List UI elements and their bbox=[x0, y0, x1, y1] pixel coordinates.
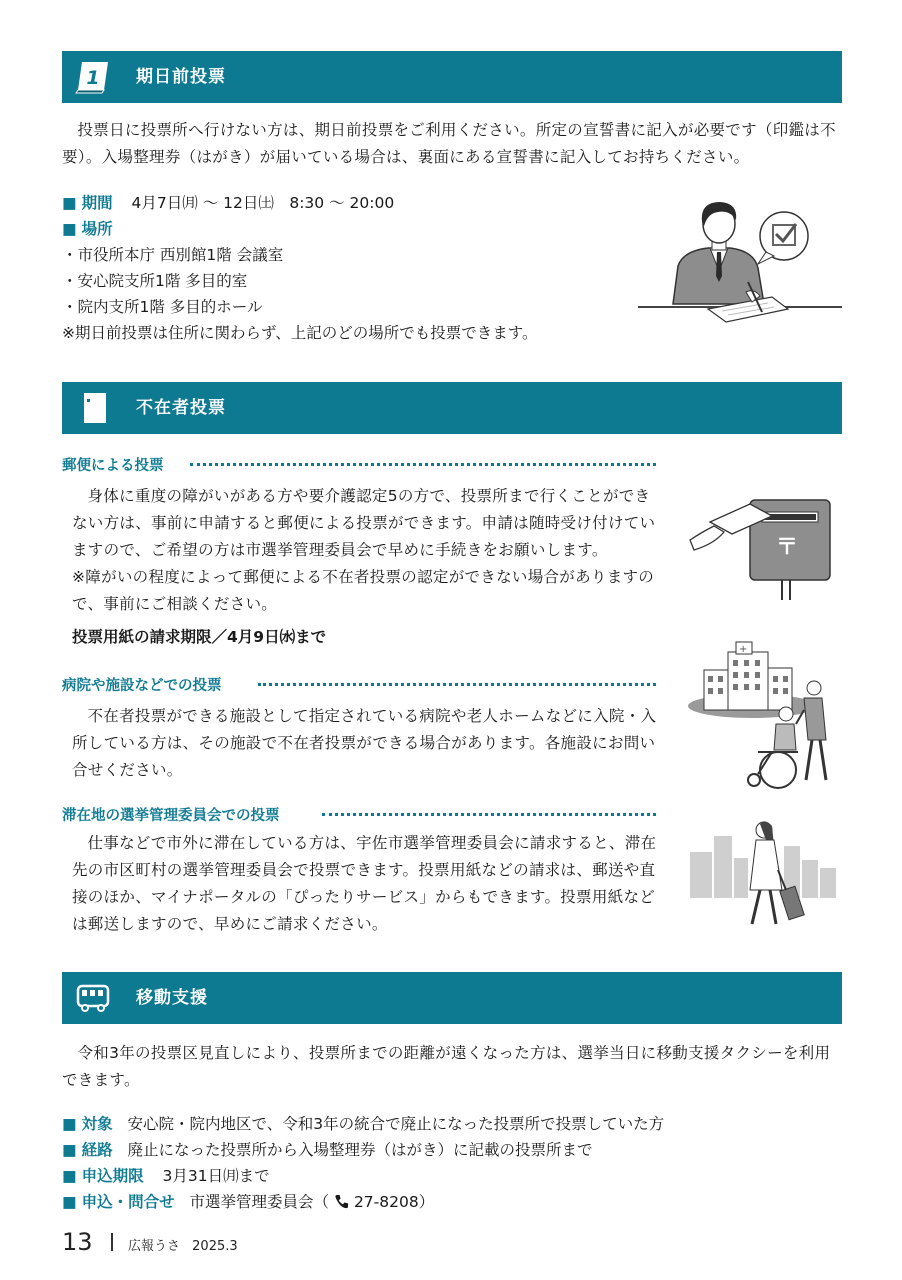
info-label: 対象 bbox=[81, 1115, 113, 1133]
subsection-title-facility: 病院や施設などでの投票 bbox=[62, 678, 222, 694]
facility-body: 不在者投票ができる施設として指定されている病院や老人ホームなどに入院・入所している方は、その施設で不在者投票ができる場合があります。各施設にお問い合せください。 bbox=[72, 707, 657, 779]
period-value: 4月7日㈪ ～ 12日㈯ 8:30 ～ 20:00 bbox=[131, 194, 395, 212]
close-paren: ） bbox=[418, 1193, 435, 1211]
square-bullet-icon: ■ bbox=[62, 1115, 77, 1133]
info-label: 申込・問合せ bbox=[81, 1193, 175, 1211]
info-row-target bbox=[62, 1111, 664, 1137]
svg-text:〒: 〒 bbox=[776, 535, 799, 560]
section-header-early-voting bbox=[62, 51, 842, 103]
dotted-divider bbox=[258, 683, 656, 686]
hospital-wheelchair-illustration bbox=[688, 640, 834, 792]
phone-icon bbox=[334, 1194, 349, 1209]
info-value: 3月31日㈪まで bbox=[162, 1167, 270, 1185]
place-item: ・市役所本庁 西別館1階 会議室 bbox=[62, 246, 284, 264]
place-label: 場所 bbox=[81, 220, 113, 238]
postal-body: 身体に重度の障がいがある方や要介護認定5の方で、投票所まで行くことができない方は、事前に申請すると郵便による投票ができます。申請は随時受け付けていますので、ご希望の方は市選挙管理委員会で早めに手続きをお願いします。 bbox=[72, 487, 656, 559]
man-writing-illustration bbox=[638, 196, 842, 326]
info-value: 廃止になった投票所から入場整理券（はがき）に記載の投票所まで bbox=[127, 1141, 593, 1159]
traveler-city-illustration bbox=[688, 818, 838, 930]
phone-number[interactable]: 27-8208 bbox=[353, 1193, 419, 1211]
square-bullet-icon: ■ bbox=[62, 220, 77, 238]
place-item: ・安心院支所1階 多目的室 bbox=[62, 272, 248, 290]
svg-text:1: 1 bbox=[86, 67, 100, 89]
early-voting-intro: 投票日に投票所へ行けない方は、期日前投票をご利用ください。所定の宣誓書に記入が必要です（印鑑は不要）。入場整理券（はがき）が届いている場合は、裏面にある宣誓書に記入してお持ちください。 bbox=[62, 121, 836, 166]
period-label: 期間 bbox=[81, 194, 113, 212]
subsection-title-postal: 郵便による投票 bbox=[62, 458, 164, 474]
square-bullet-icon: ■ bbox=[62, 1141, 77, 1159]
ballot-envelope-icon bbox=[74, 390, 112, 426]
square-bullet-icon: ■ bbox=[62, 1193, 77, 1211]
info-row-route bbox=[62, 1137, 593, 1163]
footer-publication bbox=[128, 1235, 238, 1254]
postbox-illustration bbox=[688, 496, 834, 602]
section-title: 不在者投票 bbox=[136, 398, 226, 418]
info-label: 申込期限 bbox=[81, 1167, 144, 1185]
footer-divider bbox=[111, 1233, 113, 1251]
subsection-title-residence: 滞在地の選挙管理委員会での投票 bbox=[62, 808, 280, 824]
residence-body: 仕事などで市外に滞在している方は、宇佐市選挙管理委員会に請求すると、滞在先の市区町村の選挙管理委員会で投票できます。投票用紙などの請求は、郵送や直接のほか、マイナポータルの「ぴったりサービス」からもできます。投票用紙などは郵送しますので、早めにご請求ください。 bbox=[72, 834, 657, 933]
postal-deadline: 投票用紙の請求期限／4月9日㈬まで bbox=[72, 628, 327, 646]
issue-date: 2025.3 bbox=[192, 1239, 238, 1254]
svg-text:+: + bbox=[739, 644, 748, 655]
place-item: ・院内支所1階 多目的ホール bbox=[62, 298, 263, 316]
place-note: ※期日前投票は住所に関わらず、上記のどの場所でも投票できます。 bbox=[62, 324, 538, 342]
square-bullet-icon: ■ bbox=[62, 194, 77, 212]
period-row bbox=[62, 190, 394, 216]
bus-icon bbox=[74, 980, 112, 1016]
info-row-contact bbox=[62, 1189, 434, 1215]
square-bullet-icon: ■ bbox=[62, 1167, 77, 1185]
dotted-divider bbox=[322, 813, 656, 816]
dotted-divider bbox=[190, 463, 656, 466]
info-value: 安心院・院内地区で、令和3年の統合で廃止になった投票所で投票していた方 bbox=[127, 1115, 665, 1133]
publication-name: 広報うさ bbox=[128, 1239, 181, 1254]
info-label: 経路 bbox=[81, 1141, 113, 1159]
section-title: 期日前投票 bbox=[136, 67, 226, 87]
transport-intro: 令和3年の投票区見直しにより、投票所までの距離が遠くなった方は、選挙当日に移動支援タクシーを利用できます。 bbox=[62, 1044, 831, 1089]
page-number: 13 bbox=[62, 1228, 93, 1256]
info-value: 市選挙管理委員会（ bbox=[189, 1193, 330, 1211]
section-header-absentee-voting bbox=[62, 382, 842, 434]
info-row-deadline bbox=[62, 1163, 270, 1189]
place-row bbox=[62, 216, 113, 242]
section-title: 移動支援 bbox=[136, 988, 208, 1008]
section-header-transport-support bbox=[62, 972, 842, 1024]
number-one-icon bbox=[74, 59, 112, 95]
postal-note: ※障がいの程度によって郵便による不在者投票の認定ができない場合がありますので、事前にご相談ください。 bbox=[72, 568, 655, 613]
